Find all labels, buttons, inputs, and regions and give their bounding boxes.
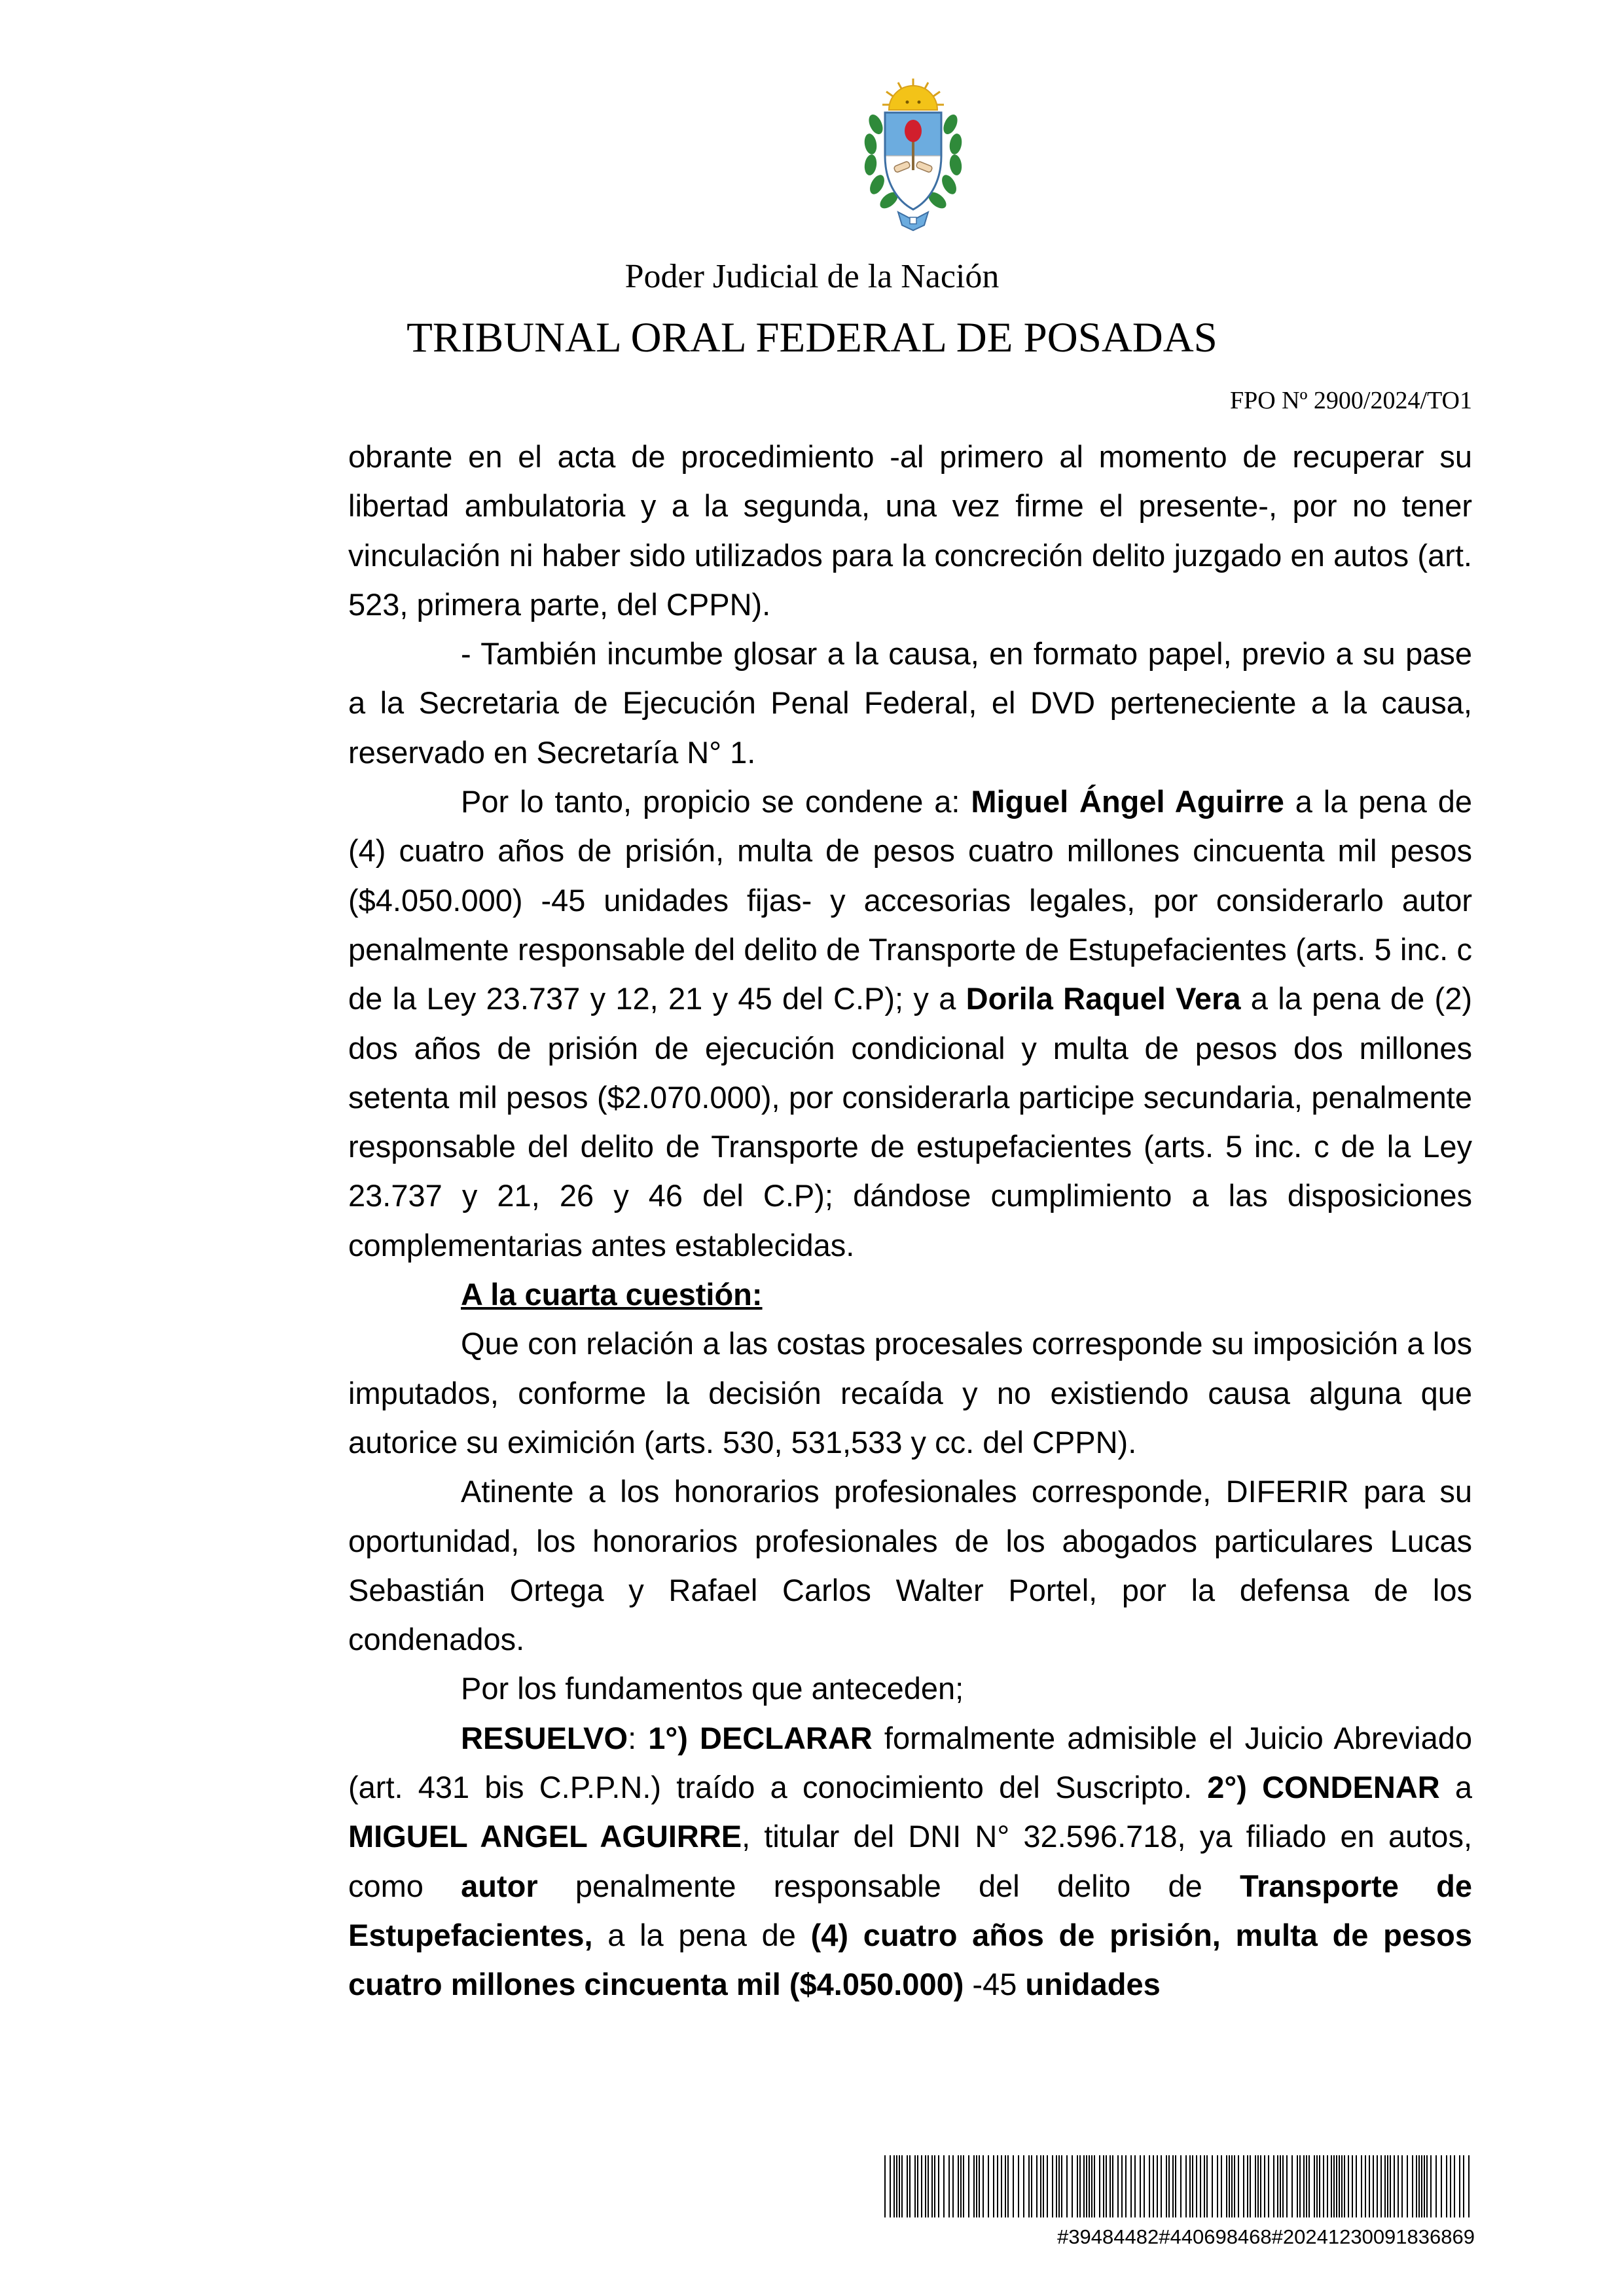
body-paragraph: [348, 432, 1472, 629]
text-run: Por los fundamentos que anteceden;: [461, 1671, 964, 1706]
body-paragraph: [348, 1467, 1472, 1664]
bold-text: Miguel Ángel Aguirre: [971, 784, 1284, 819]
bold-text: 2°) CONDENAR: [1207, 1770, 1440, 1805]
bold-text: autor: [461, 1868, 538, 1903]
text-run: Atinente a los honorarios profesionales corresponde, DIFERIR para su oportunidad, los honorarios profesionales de los abogados particulares Lucas Sebastián Ortega y Rafael Carlos Walter Portel, por la defensa de los condenados.: [348, 1474, 1472, 1657]
text-run: , titular del DNI N° 32.596.718, ya filiado en autos, como: [348, 1819, 1472, 1903]
text-run: -45: [964, 1967, 1026, 2002]
file-number: FPO Nº 2900/2024/TO1: [1229, 387, 1472, 414]
body-paragraph: [348, 777, 1472, 1270]
text-run: a: [1439, 1770, 1472, 1805]
barcode-icon: [884, 2155, 1475, 2217]
text-run: Que con relación a las costas procesales corresponde su imposición a los imputados, conforme la decisión recaída y no existiendo causa alguna que autorice su eximición (arts. 530, 531,533 y cc. del CPPN).: [348, 1326, 1472, 1460]
bold-text: Transporte de Estupefacientes,: [348, 1868, 1472, 1952]
bold-text: 1°) DECLARAR: [648, 1720, 873, 1755]
body-paragraph: [348, 629, 1472, 777]
document-body: [348, 432, 1472, 2009]
text-run: formalmente admisible el Juicio Abreviado (art. 431 bis C.P.P.N.) traído a conocimiento del Suscripto.: [348, 1720, 1473, 1805]
bold-text: Dorila Raquel Vera: [965, 981, 1241, 1016]
text-run: penalmente responsable del delito de: [537, 1868, 1240, 1903]
body-paragraph: [348, 1270, 1472, 1319]
text-run: Por lo tanto, propicio se condene a:: [461, 784, 971, 819]
text-run: a la pena de: [592, 1917, 811, 1952]
ribbon-icon: [898, 212, 928, 230]
bold-text: (4) cuatro años de prisión, multa de pesos cuatro millones cincuenta mil ($4.050.000): [348, 1917, 1472, 2002]
sun-icon: [882, 79, 944, 110]
text-run: - También incumbe glosar a la causa, en formato papel, previo a su pase a la Secretaria de Ejecución Penal Federal, el DVD perteneciente a la causa, reservado en Secretaría N° 1.: [348, 636, 1472, 770]
bold-text: MIGUEL ANGEL AGUIRRE: [348, 1819, 742, 1854]
body-paragraph: [348, 1319, 1472, 1467]
text-run: :: [628, 1720, 649, 1755]
bold-text: unidades: [1025, 1967, 1161, 2002]
court-heading: Poder Judicial de la Nación: [624, 258, 1000, 295]
text-run: a la pena de (4) cuatro años de prisión, multa de pesos cuatro millones cincuenta mil pesos ($4.050.000) -45 unidades fijas- y accesorias legales, por considerarlo autor penalmente responsable del delito de Transporte de Estupefacientes (arts. 5 inc. c de la Ley 23.737 y 12, 21 y 45 del C.P); y a: [348, 784, 1472, 1016]
body-paragraph: [348, 1664, 1472, 1713]
barcode-number: #39484482#440698468#20241230091836869: [1057, 2225, 1475, 2248]
tribunal-heading: TRIBUNAL ORAL FEDERAL DE POSADAS: [406, 314, 1218, 361]
body-paragraph: [348, 1713, 1472, 2009]
coat-of-arms-icon: [857, 79, 969, 236]
bold-text: RESUELVO: [461, 1720, 628, 1755]
text-run: obrante en el acta de procedimiento -al primero al momento de recuperar su libertad ambulatoria y a la segunda, una vez firme el presente-, por no tener vinculación ni haber sido utilizados para la concreción delito juzgado en autos (art. 523, primera parte, del CPPN).: [348, 439, 1472, 622]
section-heading: [461, 1277, 763, 1312]
bold-text: A la cuarta cuestión:: [461, 1277, 763, 1312]
text-run: a la pena de (2) dos años de prisión de ejecución condicional y multa de pesos dos millones setenta mil pesos ($2.070.000), por considerarla participe secundaria, penalmente responsable del delito de Transporte de estupefacientes (arts. 5 inc. c de la Ley 23.737 y 21, 26 y 46 del C.P); dándose cumplimiento a las disposiciones complementarias antes establecidas.: [348, 981, 1472, 1263]
